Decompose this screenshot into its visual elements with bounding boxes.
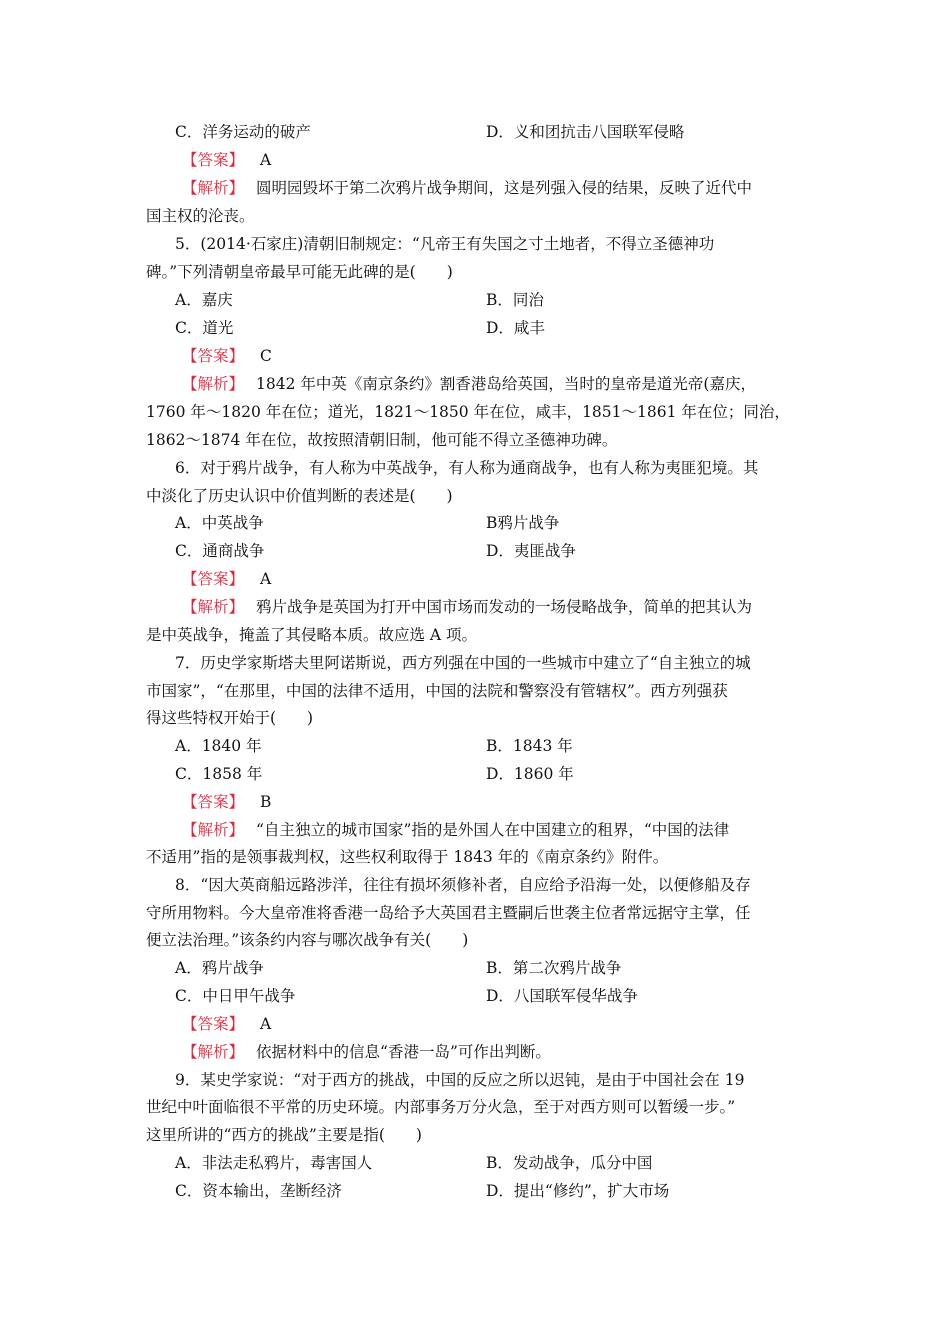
- q8-analysis-line: [182, 1042, 551, 1062]
- q8-option-c: C．中日甲午战争: [175, 987, 296, 1005]
- answer-label: 【答案】: [182, 151, 245, 169]
- q8-stem-line: 8．“因大英商船远路涉洋，往往有损坏须修补者，自应给予沿海一处，以便修船及存: [175, 876, 751, 894]
- analysis-label: 【解析】: [182, 375, 245, 393]
- q8-stem-line: 守所用物料。今大皇帝准将香港一岛给予大英国君主暨嗣后世袭主位者常远据守主掌，任: [146, 904, 751, 922]
- q4-analysis-line: 国主权的沦丧。: [146, 207, 255, 225]
- q5-analysis-line: 1862～1874 年在位，故按照清朝旧制，他可能不得立圣德神功碑。: [146, 431, 618, 449]
- q5-option-c: C．道光: [175, 319, 234, 337]
- answer-value: C: [260, 347, 272, 365]
- q4-analysis-line: [182, 178, 752, 198]
- q6-analysis-line: [182, 597, 752, 617]
- analysis-text: “自主独立的城市国家”指的是外国人在中国建立的租界，“中国的法律: [256, 821, 730, 839]
- q8-option-b: B．第二次鸦片战争: [486, 959, 622, 977]
- q5-stem-line: 5．(2014·石家庄)清朝旧制规定：“凡帝王有失国之寸土地者，不得立圣德神功: [175, 235, 715, 253]
- answer-value: A: [260, 1015, 272, 1033]
- q6-option-d: D．夷匪战争: [486, 542, 576, 560]
- analysis-label: 【解析】: [182, 598, 245, 616]
- q5-option-a: A．嘉庆: [175, 291, 233, 309]
- q7-analysis-line: 不适用”指的是领事裁判权，这些权利取得于 1843 年的《南京条约》附件。: [146, 848, 669, 866]
- q6-option-b: B鸦片战争: [486, 514, 560, 532]
- q5-option-b: B．同治: [486, 291, 544, 309]
- q8-answer: [182, 1014, 271, 1034]
- q6-stem-line: 中淡化了历史认识中价值判断的表述是( ): [146, 487, 453, 505]
- analysis-text: 圆明园毁坏于第二次鸦片战争期间，这是列强入侵的结果，反映了近代中: [256, 179, 753, 197]
- q6-stem-line: 6．对于鸦片战争，有人称为中英战争，有人称为通商战争，也有人称为夷匪犯境。其: [175, 459, 759, 477]
- q6-option-a: A．中英战争: [175, 514, 264, 532]
- q5-analysis-line: [182, 374, 756, 394]
- q9-stem-line: 世纪中叶面临很不平常的历史环境。内部事务万分火急，至于对西方则可以暂缓一步。”: [146, 1098, 736, 1116]
- q7-option-b: B．1843 年: [486, 737, 573, 755]
- q7-analysis-line: [182, 820, 729, 840]
- q9-option-b: B．发动战争，瓜分中国: [486, 1154, 653, 1172]
- q5-answer: [182, 346, 272, 366]
- analysis-label: 【解析】: [182, 821, 245, 839]
- q7-stem-line: 市国家”，“在那里，中国的法律不适用，中国的法院和警察没有管辖权”。西方列强获: [146, 682, 728, 700]
- q8-option-a: A．鸦片战争: [175, 959, 264, 977]
- q6-option-c: C．通商战争: [175, 542, 265, 560]
- q7-answer: [182, 792, 271, 812]
- q5-stem-line: 碑。”下列清朝皇帝最早可能无此碑的是( ): [146, 263, 453, 281]
- answer-label: 【答案】: [182, 570, 245, 588]
- analysis-text: 依据材料中的信息“香港一岛”可作出判断。: [256, 1043, 551, 1061]
- q9-option-c: C．资本输出，垄断经济: [175, 1182, 342, 1200]
- q5-option-d: D．咸丰: [486, 319, 545, 337]
- q7-stem-line: 得这些特权开始于( ): [146, 709, 314, 727]
- answer-label: 【答案】: [182, 347, 245, 365]
- answer-label: 【答案】: [182, 793, 245, 811]
- analysis-text: 鸦片战争是英国为打开中国市场而发动的一场侵略战争，简单的把其认为: [256, 598, 753, 616]
- q6-answer: [182, 569, 271, 589]
- q9-stem-line: 这里所讲的“西方的挑战”主要是指( ): [146, 1126, 422, 1144]
- analysis-label: 【解析】: [182, 1043, 245, 1061]
- answer-value: A: [260, 151, 272, 169]
- q9-stem-line: 9．某史学家说：“对于西方的挑战，中国的反应之所以迟钝，是由于中国社会在 19: [175, 1071, 745, 1089]
- q6-analysis-line: 是中英战争，掩盖了其侵略本质。故应选 A 项。: [146, 626, 478, 644]
- answer-value: B: [260, 793, 272, 811]
- q4-option-d: D．义和团抗击八国联军侵略: [486, 123, 685, 141]
- q8-option-d: D．八国联军侵华战争: [486, 987, 638, 1005]
- q7-option-a: A．1840 年: [175, 737, 262, 755]
- answer-value: A: [260, 570, 272, 588]
- q7-option-c: C．1858 年: [175, 765, 263, 783]
- q4-option-c: C．洋务运动的破产: [175, 123, 311, 141]
- q8-stem-line: 便立法治理。”该条约内容与哪次战争有关( ): [146, 931, 469, 949]
- q9-option-d: D．提出“修约”，扩大市场: [486, 1182, 670, 1200]
- answer-label: 【答案】: [182, 1015, 245, 1033]
- q7-stem-line: 7．历史学家斯塔夫里阿诺斯说，西方列强在中国的一些城市中建立了“自主独立的城: [175, 654, 751, 672]
- q4-answer: [182, 150, 271, 170]
- analysis-label: 【解析】: [182, 179, 245, 197]
- analysis-text: 1842 年中英《南京条约》割香港岛给英国，当时的皇帝是道光帝(嘉庆，: [256, 375, 756, 393]
- q7-option-d: D．1860 年: [486, 765, 574, 783]
- q5-analysis-line: 1760 年～1820 年在位；道光，1821～1850 年在位，咸丰，1851～1861 年在位；同治，: [146, 403, 790, 421]
- q9-option-a: A．非法走私鸦片，毒害国人: [175, 1154, 373, 1172]
